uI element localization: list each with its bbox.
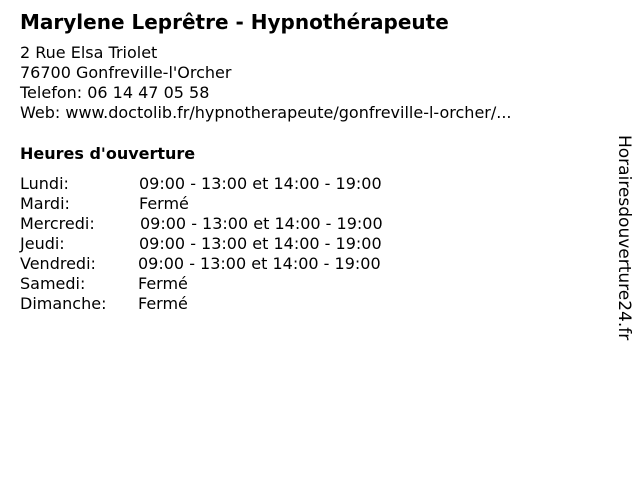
day-hours: 09:00 - 13:00 et 14:00 - 19:00 (140, 214, 383, 233)
day-label: Mardi: (20, 194, 70, 213)
website: Web: www.doctolib.fr/hypnotherapeute/gonfreville-l-orcher/... (20, 103, 512, 122)
day-label: Vendredi: (20, 254, 96, 273)
day-hours: 09:00 - 13:00 et 14:00 - 19:00 (139, 174, 382, 193)
address-block (20, 43, 512, 123)
postal-city: 76700 Gonfreville-l'Orcher (20, 63, 232, 82)
day-hours: Fermé (138, 274, 188, 293)
day-hours: Fermé (138, 294, 188, 313)
watermark-text: Horairesdouverture24.fr (614, 135, 634, 341)
day-label: Jeudi: (20, 234, 65, 253)
day-label: Dimanche: (20, 294, 107, 313)
day-label: Lundi: (20, 174, 69, 193)
hours-heading: Heures d'ouverture (20, 144, 196, 163)
street-address: 2 Rue Elsa Triolet (20, 43, 158, 62)
day-hours: Fermé (139, 194, 189, 213)
day-hours: 09:00 - 13:00 et 14:00 - 19:00 (138, 254, 381, 273)
phone-number: Telefon: 06 14 47 05 58 (20, 83, 210, 102)
watermark (612, 135, 636, 345)
day-label: Mercredi: (20, 214, 95, 233)
day-label: Samedi: (20, 274, 86, 293)
day-hours: 09:00 - 13:00 et 14:00 - 19:00 (139, 234, 382, 253)
page-title: Marylene Leprêtre - Hypnothérapeute (20, 10, 449, 34)
